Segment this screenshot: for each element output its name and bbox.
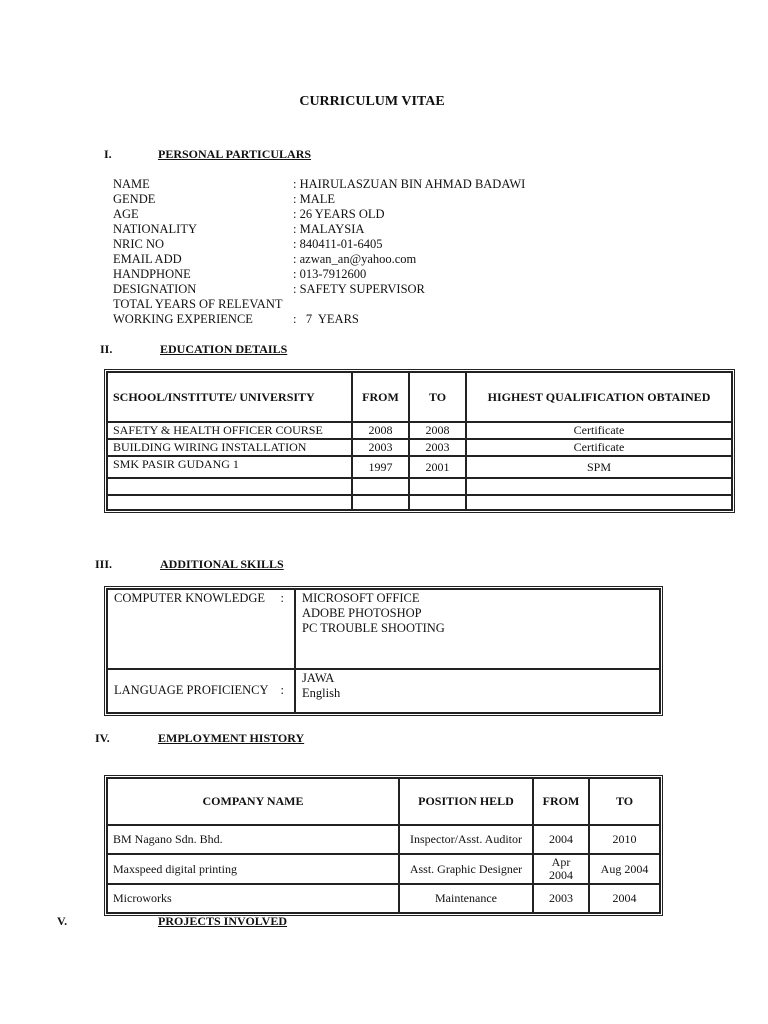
skills-language-items xyxy=(295,669,660,713)
education-cell-qualification: Certificate xyxy=(466,422,732,439)
document-title: CURRICULUM VITAE xyxy=(299,94,445,109)
section-title-skills: ADDITIONAL SKILLS xyxy=(160,557,284,571)
education-cell-to: 2003 xyxy=(409,439,466,456)
education-cell-qualification: SPM xyxy=(466,456,732,478)
employment-header-company: COMPANY NAME xyxy=(107,778,399,825)
personal-label: DESIGNATION xyxy=(113,282,197,296)
employment-cell-from: Apr 2004 xyxy=(533,854,589,884)
personal-value: : HAIRULASZUAN BIN AHMAD BADAWI xyxy=(293,177,526,191)
personal-value: : MALE xyxy=(293,192,336,206)
employment-cell-to: 2010 xyxy=(589,825,660,854)
employment-cell-position: Asst. Graphic Designer xyxy=(399,854,533,884)
list-item: ADOBE PHOTOSHOP xyxy=(302,606,422,620)
section-title-employment: EMPLOYMENT HISTORY xyxy=(158,731,305,745)
section-title-projects: PROJECTS INVOLVED xyxy=(158,914,288,928)
education-header-qualification: HIGHEST QUALIFICATION OBTAINED xyxy=(466,372,732,422)
employment-header-to: TO xyxy=(589,778,660,825)
separator: : xyxy=(280,591,284,605)
education-cell-school: BUILDING WIRING INSTALLATION xyxy=(107,439,352,456)
table-row xyxy=(107,422,732,439)
employment-cell-company: Maxspeed digital printing xyxy=(107,854,399,884)
language-proficiency-label: LANGUAGE PROFICIENCY xyxy=(114,683,269,697)
section-title-personal: PERSONAL PARTICULARS xyxy=(158,147,312,161)
employment-cell-from: 2003 xyxy=(533,884,589,913)
section-title-education: EDUCATION DETAILS xyxy=(160,342,288,356)
section-number: V. xyxy=(57,914,68,928)
list-item: PC TROUBLE SHOOTING xyxy=(302,621,445,635)
employment-cell-from: 2004 xyxy=(533,825,589,854)
education-cell-from: 2008 xyxy=(352,422,409,439)
section-number: I. xyxy=(104,147,112,161)
education-cell-school: SAFETY & HEALTH OFFICER COURSE xyxy=(107,422,352,439)
employment-cell-position: Inspector/Asst. Auditor xyxy=(399,825,533,854)
education-cell-to: 2008 xyxy=(409,422,466,439)
employment-header-from: FROM xyxy=(533,778,589,825)
education-cell-to: 2001 xyxy=(409,456,466,478)
personal-value: : SAFETY SUPERVISOR xyxy=(293,282,425,296)
personal-label: NRIC NO xyxy=(113,237,165,251)
personal-label: EMAIL ADD xyxy=(113,252,182,266)
computer-knowledge-label: COMPUTER KNOWLEDGE xyxy=(114,591,266,605)
employment-table xyxy=(104,775,663,916)
section-number: II. xyxy=(100,342,113,356)
list-item: English xyxy=(302,686,341,700)
employment-cell-company: Microworks xyxy=(107,884,399,913)
table-row xyxy=(107,854,660,884)
education-header-from: FROM xyxy=(352,372,409,422)
table-row-empty xyxy=(107,495,732,510)
education-header-school: SCHOOL/INSTITUTE/ UNIVERSITY xyxy=(107,372,352,422)
separator: : xyxy=(280,683,284,697)
education-cell-from: 1997 xyxy=(352,456,409,478)
table-row xyxy=(107,884,660,913)
personal-value: : 7 YEARS xyxy=(293,312,359,326)
table-row xyxy=(107,825,660,854)
personal-label: WORKING EXPERIENCE xyxy=(113,312,253,326)
education-header-to: TO xyxy=(409,372,466,422)
skills-computer-label-cell xyxy=(107,589,295,669)
employment-cell-position: Maintenance xyxy=(399,884,533,913)
personal-label: GENDE xyxy=(113,192,156,206)
table-row xyxy=(107,456,732,478)
skills-computer-items xyxy=(295,589,660,669)
personal-label: AGE xyxy=(113,207,139,221)
personal-label: HANDPHONE xyxy=(113,267,191,281)
employment-header-position: POSITION HELD xyxy=(399,778,533,825)
list-item: JAWA xyxy=(302,671,335,685)
education-table xyxy=(104,369,735,513)
personal-value: : 013-7912600 xyxy=(293,267,367,281)
skills-table xyxy=(104,586,663,716)
personal-value: : 26 YEARS OLD xyxy=(293,207,385,221)
skills-language-label-cell xyxy=(107,669,295,713)
employment-cell-to: Aug 2004 xyxy=(589,854,660,884)
personal-label: TOTAL YEARS OF RELEVANT xyxy=(113,297,283,311)
employment-cell-to: 2004 xyxy=(589,884,660,913)
education-cell-school: SMK PASIR GUDANG 1 xyxy=(107,456,352,478)
personal-value: : 840411-01-6405 xyxy=(293,237,383,251)
employment-cell-company: BM Nagano Sdn. Bhd. xyxy=(107,825,399,854)
personal-value: : MALAYSIA xyxy=(293,222,365,236)
personal-label: NAME xyxy=(113,177,150,191)
table-row xyxy=(107,439,732,456)
table-row-empty xyxy=(107,478,732,495)
section-number: IV. xyxy=(95,731,110,745)
education-cell-qualification: Certificate xyxy=(466,439,732,456)
section-number: III. xyxy=(95,557,113,571)
personal-label: NATIONALITY xyxy=(113,222,198,236)
personal-value: : azwan_an@yahoo.com xyxy=(293,252,417,266)
education-cell-from: 2003 xyxy=(352,439,409,456)
list-item: MICROSOFT OFFICE xyxy=(302,591,420,605)
